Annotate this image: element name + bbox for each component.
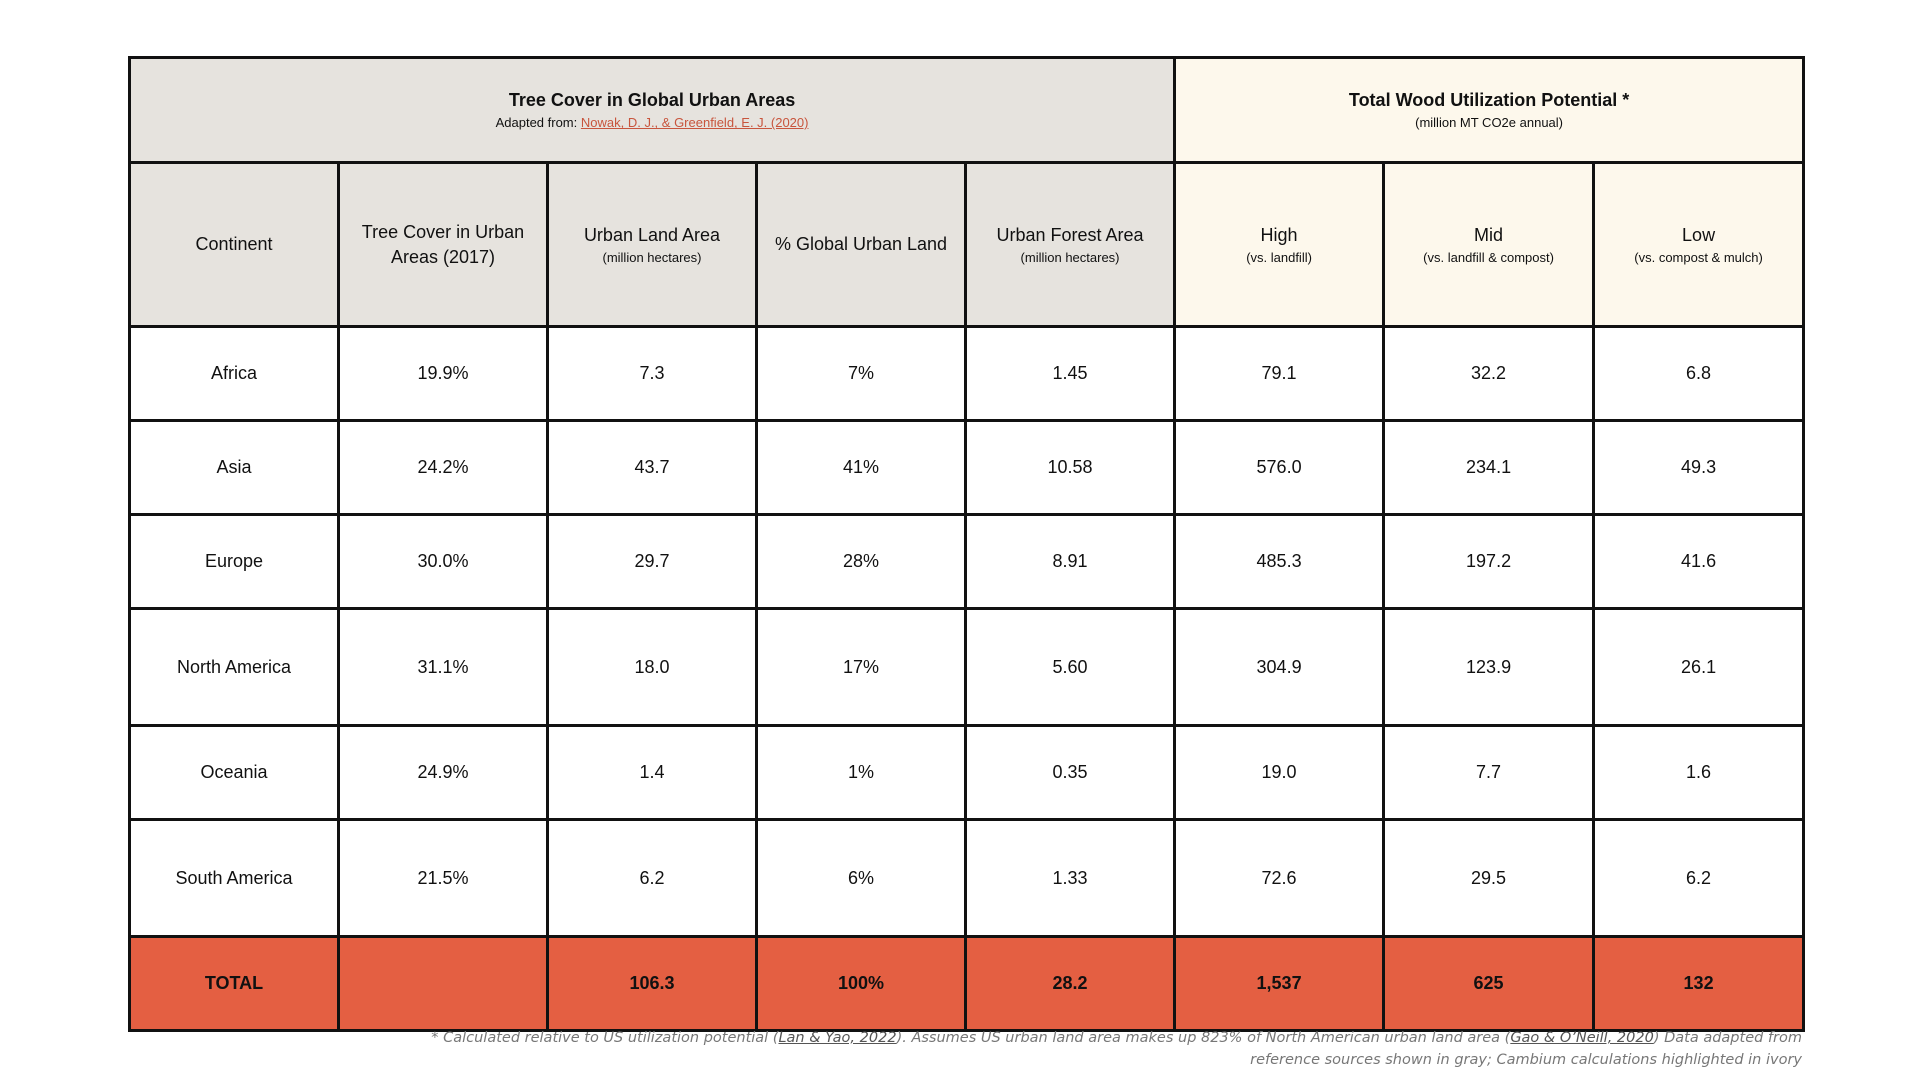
header-band-calc-subtitle: (million MT CO2e annual) <box>1415 115 1563 131</box>
column-header-unit: (vs. compost & mulch) <box>1634 249 1763 265</box>
cell-mid: 32.2 <box>1384 327 1594 421</box>
column-header-unit: (vs. landfill) <box>1246 249 1312 265</box>
footnote-link-gao-oneill[interactable]: Gao & O’Neill, 2020 <box>1510 1030 1654 1046</box>
cell-low: 1.6 <box>1594 726 1804 820</box>
cell-continent: North America <box>130 609 339 726</box>
column-header-label: High <box>1260 224 1298 245</box>
column-header-continent <box>130 163 339 327</box>
footnote-text: ). Assumes US urban land area makes up 823% of North American urban land area ( <box>896 1030 1511 1046</box>
cell-high: 485.3 <box>1175 515 1384 609</box>
header-band-source-subtitle <box>137 114 1167 132</box>
cell-low: 26.1 <box>1594 609 1804 726</box>
cell-mid: 29.5 <box>1384 820 1594 937</box>
cell-tree-cover: 21.5% <box>339 820 548 937</box>
cell-urban-land: 6.2 <box>548 820 757 937</box>
cell-urban-forest: 1.45 <box>966 327 1175 421</box>
total-mid: 625 <box>1384 937 1594 1031</box>
cell-urban-land: 18.0 <box>548 609 757 726</box>
cell-urban-forest: 1.33 <box>966 820 1175 937</box>
cell-urban-forest: 5.60 <box>966 609 1175 726</box>
cell-mid: 7.7 <box>1384 726 1594 820</box>
column-header-unit: (vs. landfill & compost) <box>1423 249 1554 265</box>
cell-global-share: 6% <box>757 820 966 937</box>
cell-urban-forest: 10.58 <box>966 421 1175 515</box>
column-header-label: Urban Land Area <box>583 224 721 245</box>
cell-urban-land: 7.3 <box>548 327 757 421</box>
cell-tree-cover: 30.0% <box>339 515 548 609</box>
column-header-urban-forest <box>966 163 1175 327</box>
footnote-line-2: reference sources shown in gray; Cambium calculations highlighted in ivory <box>1250 1052 1802 1068</box>
tree-cover-table <box>128 56 1805 1032</box>
total-tree-cover <box>339 937 548 1031</box>
cell-low: 6.2 <box>1594 820 1804 937</box>
column-header-label: % Global Urban Land <box>774 234 948 255</box>
cell-global-share: 17% <box>757 609 966 726</box>
table-row <box>130 726 1804 820</box>
cell-continent: Oceania <box>130 726 339 820</box>
column-header-tree-cover <box>339 163 548 327</box>
column-header-unit: (million hectares) <box>1020 249 1120 265</box>
cell-continent: Africa <box>130 327 339 421</box>
footnote-text: * Calculated relative to US utilization potential ( <box>431 1030 779 1046</box>
cell-high: 304.9 <box>1175 609 1384 726</box>
column-header-low <box>1594 163 1804 327</box>
cell-urban-forest: 0.35 <box>966 726 1175 820</box>
cell-tree-cover: 31.1% <box>339 609 548 726</box>
total-urban-forest: 28.2 <box>966 937 1175 1031</box>
cell-low: 41.6 <box>1594 515 1804 609</box>
column-header-urban-land <box>548 163 757 327</box>
cell-urban-land: 1.4 <box>548 726 757 820</box>
total-low: 132 <box>1594 937 1804 1031</box>
total-row <box>130 937 1804 1031</box>
column-header-label: Tree Cover in Urban Areas (2017) <box>361 222 525 267</box>
cell-tree-cover: 24.9% <box>339 726 548 820</box>
footnote-text: ) Data adapted from <box>1653 1030 1802 1046</box>
total-label: TOTAL <box>130 937 339 1031</box>
cell-urban-forest: 8.91 <box>966 515 1175 609</box>
total-high: 1,537 <box>1175 937 1384 1031</box>
footnote <box>402 1027 1802 1071</box>
cell-urban-land: 43.7 <box>548 421 757 515</box>
cell-global-share: 1% <box>757 726 966 820</box>
source-prefix: Adapted from: <box>495 115 581 131</box>
total-urban-land: 106.3 <box>548 937 757 1031</box>
cell-urban-land: 29.7 <box>548 515 757 609</box>
cell-global-share: 28% <box>757 515 966 609</box>
footnote-link-lan-yao[interactable]: Lan & Yao, 2022 <box>778 1030 897 1046</box>
table-row <box>130 421 1804 515</box>
cell-high: 79.1 <box>1175 327 1384 421</box>
cell-tree-cover: 24.2% <box>339 421 548 515</box>
column-header-mid <box>1384 163 1594 327</box>
column-header-label: Continent <box>195 234 273 255</box>
column-header-high <box>1175 163 1384 327</box>
cell-continent: Asia <box>130 421 339 515</box>
cell-global-share: 41% <box>757 421 966 515</box>
cell-high: 19.0 <box>1175 726 1384 820</box>
table-row <box>130 820 1804 937</box>
column-header-unit: (million hectares) <box>602 249 702 265</box>
column-header-global-share <box>757 163 966 327</box>
table-row <box>130 609 1804 726</box>
cell-mid: 123.9 <box>1384 609 1594 726</box>
cell-high: 576.0 <box>1175 421 1384 515</box>
column-header-label: Urban Forest Area <box>996 224 1144 245</box>
cell-low: 6.8 <box>1594 327 1804 421</box>
column-header-label: Mid <box>1474 224 1504 245</box>
cell-continent: South America <box>130 820 339 937</box>
column-header-row <box>130 163 1804 327</box>
cell-low: 49.3 <box>1594 421 1804 515</box>
column-header-label: Low <box>1682 224 1716 245</box>
cell-mid: 234.1 <box>1384 421 1594 515</box>
cell-global-share: 7% <box>757 327 966 421</box>
header-band-source-title: Tree Cover in Global Urban Areas <box>508 90 796 111</box>
table-row <box>130 515 1804 609</box>
cell-high: 72.6 <box>1175 820 1384 937</box>
table-row <box>130 327 1804 421</box>
source-citation-link[interactable]: Nowak, D. J., & Greenfield, E. J. (2020) <box>580 115 809 131</box>
header-band-row <box>130 58 1804 163</box>
header-band-calc <box>1175 58 1804 163</box>
cell-tree-cover: 19.9% <box>339 327 548 421</box>
total-global-share: 100% <box>757 937 966 1031</box>
cell-continent: Europe <box>130 515 339 609</box>
header-band-calc-title: Total Wood Utilization Potential * <box>1348 90 1630 111</box>
cell-mid: 197.2 <box>1384 515 1594 609</box>
header-band-source <box>130 58 1175 163</box>
